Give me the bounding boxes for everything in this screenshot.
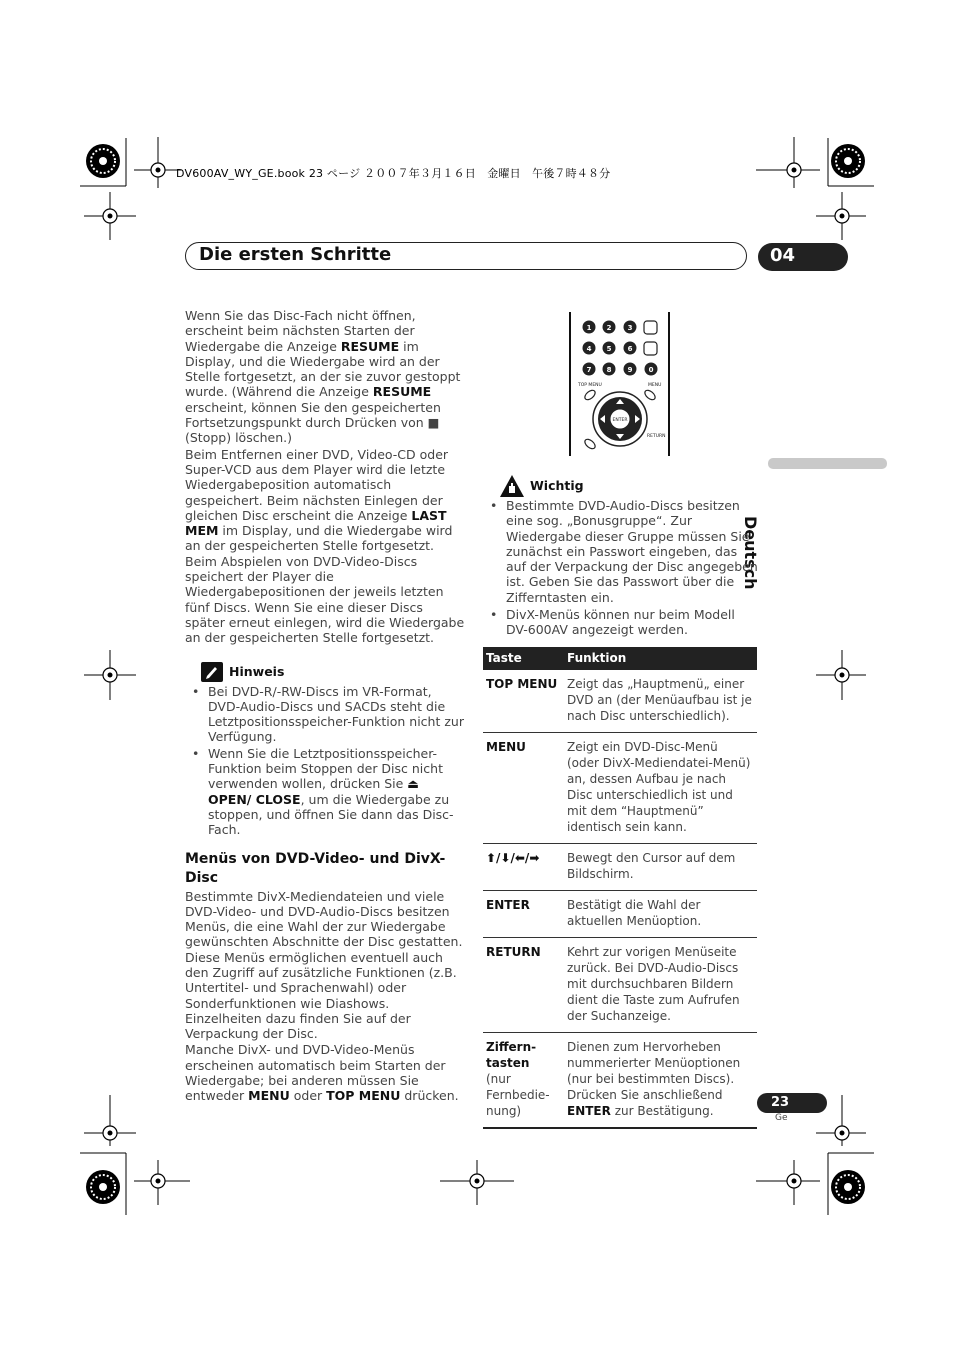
function-cell: Bewegt den Cursor auf dem Bildschirm. — [564, 844, 757, 891]
enter-label: ENTER — [612, 418, 628, 423]
function-cell: Dienen zum Hervorheben nummerierter Menüoptionen (nur bei bestimmten Discs). Drücken Sie anschließend ENTER zur Bestätigung. — [564, 1033, 757, 1129]
key-8: 8 — [606, 366, 612, 374]
key-function-table — [483, 647, 757, 1129]
note-block — [185, 662, 465, 838]
key-5: 5 — [606, 345, 612, 353]
note-bullet: • Bei DVD-R/-RW-Discs im VR-Format, DVD-Audio-Discs und SACDs steht die Letztpositionsspeicher-Funktion nicht zur Verfügung. — [186, 684, 465, 745]
key-cell: ENTER — [483, 891, 564, 938]
important-bullet: • Bestimmte DVD-Audio-Discs besitzen eine sog. „Bonusgruppe“. Zur Wiedergabe dieser Gruppe müssen Sie zunächst ein Passwort eingeben, das auf der Verpackung der Disc angegeben ist. Geben Sie das Passwort über die Zifferntasten ein. — [484, 498, 758, 605]
resume-paragraph: Wenn Sie das Disc-Fach nicht öffnen, erscheint beim nächsten Starten der Wiedergabe die Anzeige RESUME im Display, und die Wiedergabe wird an der Stelle fortgesetzt, an der sie zuvor gestoppt wurde. (Während die Anzeige RESUME erscheint, können Sie den gespeicherten Fortsetzungspunkt durch Drücken von ■ (Stopp) löschen.) — [185, 308, 461, 446]
remote-illustration — [566, 310, 674, 458]
key-2: 2 — [606, 324, 612, 332]
chapter-title: Die ersten Schritte — [199, 244, 392, 265]
section-heading: Menüs von DVD-Video- und DivX-Disc — [185, 850, 446, 886]
warning-hand-icon — [500, 475, 524, 497]
important-bullet: • DivX-Menüs können nur beim Modell DV-600AV angezeigt werden. — [484, 607, 758, 638]
language-label: Deutsch — [741, 516, 760, 590]
table-row — [483, 891, 757, 938]
left-column — [185, 308, 465, 1104]
page-number: 23 — [771, 1095, 790, 1110]
function-cell: Zeigt ein DVD-Disc-Menü (oder DivX-Mediendatei-Menü) an, dessen Aufbau je nach Disc unterschiedlich ist und mit dem “Hauptmenü” identisch sein kann. — [564, 733, 757, 844]
file-info-line: DV600AV_WY_GE.book 23 ページ ２００７年３月１６日 金曜日 午後７時４８分 — [176, 167, 611, 180]
function-cell: Zeigt das „Hauptmenü„ einer DVD an (der Menüaufbau ist je nach Disc unterschiedlich). — [564, 670, 757, 733]
menu-label: MENU — [648, 383, 662, 388]
key-cell: RETURN — [483, 938, 564, 1033]
table-row — [483, 1033, 757, 1129]
page-number-badge — [757, 1093, 827, 1113]
key-1: 1 — [586, 324, 592, 332]
key-7: 7 — [586, 366, 592, 374]
return-label: RETURN — [647, 434, 666, 439]
note-pencil-icon — [201, 662, 223, 682]
top-menu-label: TOP MENU — [578, 383, 602, 388]
table-row — [483, 733, 757, 844]
table-header-key: Taste — [483, 647, 564, 670]
key-cell: TOP MENU — [483, 670, 564, 733]
important-title: Wichtig — [530, 478, 584, 494]
menus-paragraph: Bestimmte DivX-Mediendateien und viele DVD-Video- und DVD-Audio-Discs besitzen Menüs, die eine Wahl der zur Wiedergabe gewünschten Abschnitte der Disc gestatten. Diese Menüs ermöglichen eventuell auch den Zugriff auf zusätzliche Funktionen (z.B. Untertitel- und Sprachenwahl) oder Sonderfunktionen wie Diashows. Einzelheiten dazu finden Sie auf der Verpackung der Disc. — [185, 888, 463, 1042]
last-mem-paragraph: Beim Entfernen einer DVD, Video-CD oder Super-VCD aus dem Player wird die letzte Wiedergabeposition automatisch gespeichert. Beim nächsten Einlegen der gleichen Disc erscheint die Anzeige LAST MEM im Display, und die Wiedergabe wird an der gespeicherten Stelle fortgesetzt. Beim Abspielen von DVD-Video-Discs speichert der Player die Wiedergabepositionen der jeweils letzten fünf Discs. Wenn Sie eine dieser Discs später erneut einlegen, wird die Wiedergabe an der gespeicherten Stelle fortgesetzt. — [185, 446, 465, 646]
key-name: Ziffern-tasten — [486, 1040, 537, 1070]
key-3: 3 — [627, 324, 633, 332]
numeric-keypad — [583, 321, 658, 376]
key-9: 9 — [627, 366, 633, 374]
chapter-number: 04 — [770, 245, 796, 266]
function-cell: Bestätigt die Wahl der aktuellen Menüoption. — [564, 891, 757, 938]
language-side-tab — [768, 458, 887, 469]
table-row — [483, 938, 757, 1033]
note-bullet: • Wenn Sie die Letztpositionsspeicher-Funktion beim Stoppen der Disc nicht verwenden wollen, drücken Sie ⏏ OPEN/ CLOSE, um die Wiedergabe zu stoppen, und öffnen Sie dann das Disc-Fach. — [186, 746, 465, 838]
menu-buttons-paragraph: Manche DivX- und DVD-Video-Menüs erscheinen automatisch beim Starten der Wiedergabe; bei anderen müssen Sie entweder MENU oder TOP MENU drücken. — [185, 1042, 459, 1104]
note-title: Hinweis — [229, 663, 285, 679]
table-row — [483, 670, 757, 733]
important-block — [484, 475, 758, 639]
table-row — [483, 844, 757, 891]
key-cell: MENU — [483, 733, 564, 844]
table-header-function: Funktion — [564, 647, 757, 670]
page-language-code: Ge — [775, 1113, 788, 1123]
key-cell — [483, 1033, 564, 1129]
key-0: 0 — [648, 366, 654, 374]
key-note: (nur Fernbedie-nung) — [486, 1072, 550, 1118]
key-4: 4 — [586, 345, 592, 353]
key-6: 6 — [627, 345, 633, 353]
function-cell: Kehrt zur vorigen Menüseite zurück. Bei DVD-Audio-Discs mit durchsuchbaren Bildern dient die Taste zum Aufrufen der Suchanzeige. — [564, 938, 757, 1033]
key-cell: ⬆/⬇/⬅/➡ — [483, 844, 564, 891]
